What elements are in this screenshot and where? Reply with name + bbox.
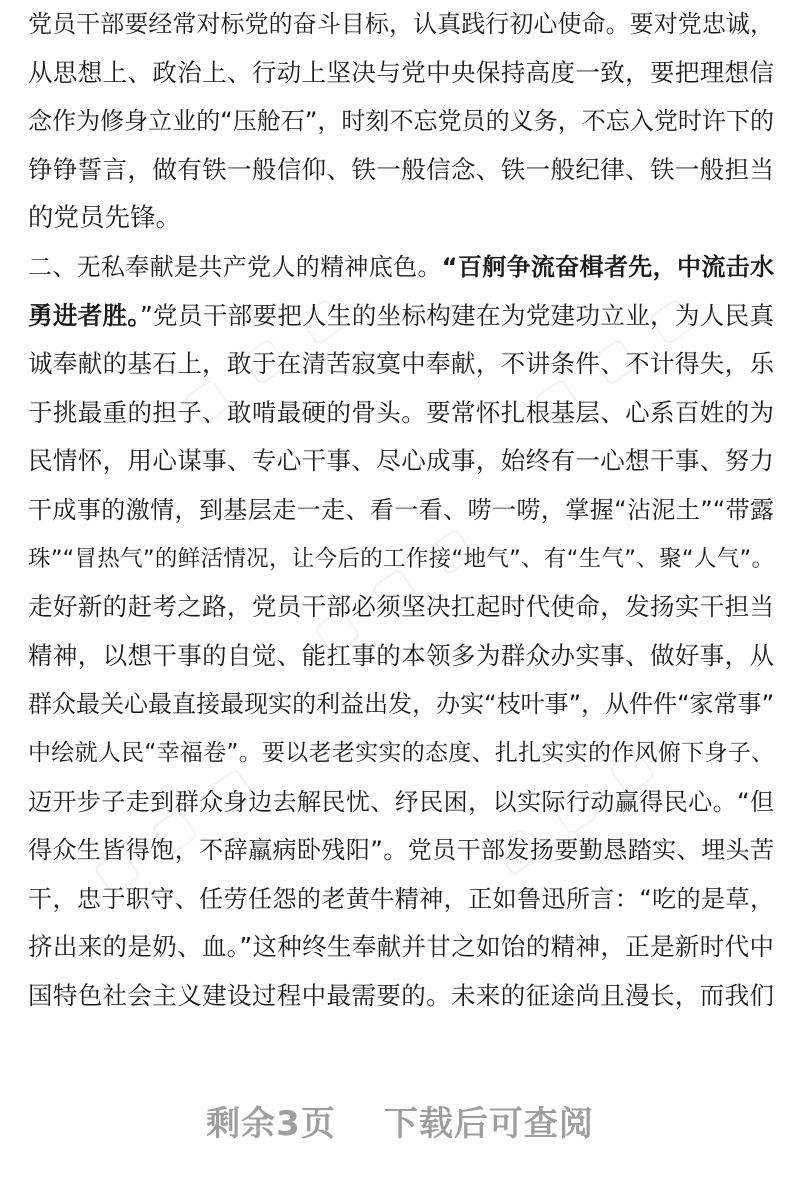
text-line: 干，忠于职守、任劳任怨的老黄牛精神，正如鲁迅所言：“吃的是草， [28, 884, 774, 913]
text-line: 挤出来的是奶、血。”这种终生奉献并甘之如饴的精神，正是新时代中 [28, 932, 774, 962]
download-to-view-label[interactable]: 下载后可查阅 [383, 1104, 594, 1144]
bold-quote: 勇进者胜。 [28, 300, 141, 330]
text-line: 群众最关心最直接最现实的利益出发，办实“枝叶事”，从件件“家常事” [28, 690, 774, 719]
text-line: 党员干部要经常对标党的奋斗目标，认真践行初心使命。要对党忠诚， [28, 10, 774, 38]
text-line: 干成事的激情，到基层走一走、看一看、唠一唠，掌握“沾泥土”“带露 [28, 495, 774, 524]
text-line [28, 292, 774, 341]
download-prompt-banner[interactable] [0, 1096, 800, 1145]
text-line: 诚奉献的基石上，敢于在清苦寂寞中奉献，不讲条件、不计得失，乐 [28, 349, 774, 379]
text-line-section-heading [28, 243, 774, 292]
text-line: 于挑最重的担子、敢啃最硬的骨头。要常怀扎根基层、心系百姓的为 [28, 397, 774, 427]
text-line: 国特色社会主义建设过程中最需要的。未来的征途尚且漫长，而我们 [28, 980, 774, 1010]
text-line: 走好新的赶考之路，党员干部必须坚决扛起时代使命，发扬实干担当 [28, 592, 774, 622]
text-line: 迈开步子走到群众身边去解民忧、纾民困，以实际行动赢得民心。“但 [28, 787, 774, 816]
text-line: 念作为修身立业的“压舱石”，时刻不忘党员的义务，不忘入党时许下的 [28, 107, 774, 136]
document-body [28, 0, 774, 1020]
text-line: 的党员先锋。 [28, 203, 182, 234]
text-line: 铮铮誓言，做有铁一般信仰、铁一般信念、铁一般纪律、铁一般担当 [28, 154, 774, 184]
remaining-pages-label[interactable]: 剩余3页 [206, 1104, 336, 1144]
text-line: 珠”“冒热气”的鲜活情况，让今后的工作接“地气”、有“生气”、聚“人气”。 [28, 545, 774, 572]
text-line: 中绘就人民“幸福卷”。要以老老实实的态度、扎扎实实的作风俯下身子、 [28, 739, 774, 766]
bold-quote: “百舸争流奋楫者先，中流击水 [441, 252, 774, 281]
text-line: 从思想上、政治上、行动上坚决与党中央保持高度一致，要把理想信 [28, 57, 774, 87]
section-heading: 二、无私奉献是共产党人的精神底色。 [28, 252, 442, 281]
text-line: 民情怀，用心谋事、专心干事、尽心成事，始终有一心想干事、努力 [28, 446, 774, 476]
text-line: 得众生皆得饱，不辞羸病卧残阳”。党员干部发扬要勤恳踏实、埋头苦 [28, 836, 774, 865]
text-line: 精神，以想干事的自觉、能扛事的本领多为群众办实事、做好事，从 [28, 640, 774, 670]
text-span: ”党员干部要把人生的坐标构建在为党建功立业，为人民真 [140, 300, 774, 330]
